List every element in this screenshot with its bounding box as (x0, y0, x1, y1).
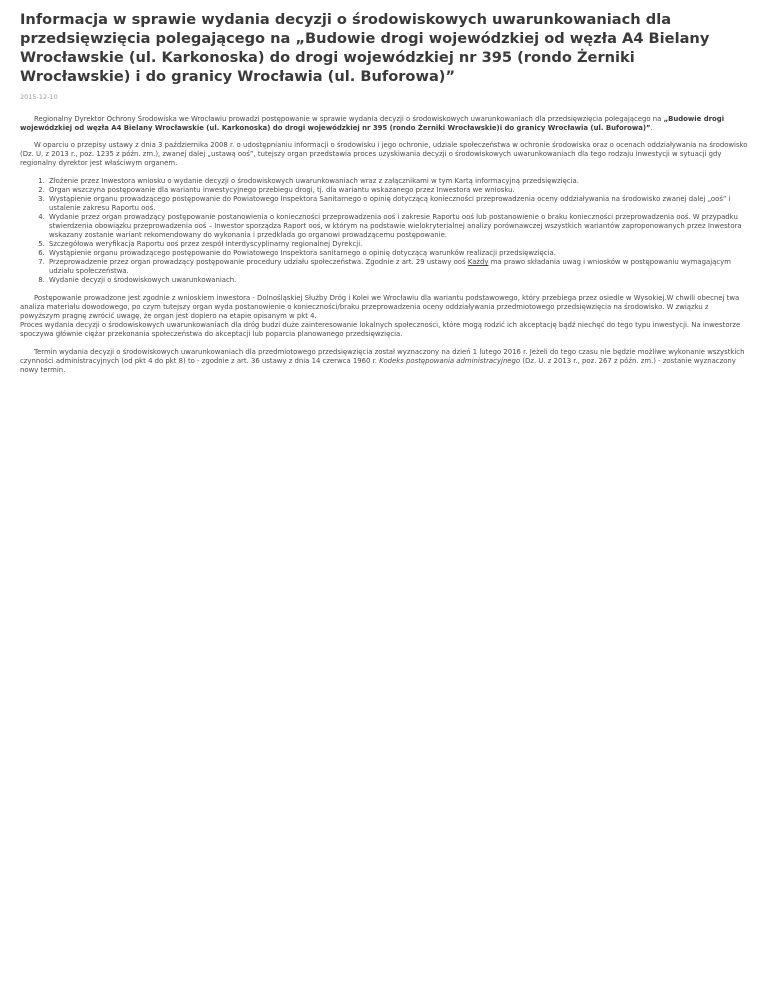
step-text: Przeprowadzenie przez organ prowadzący postępowanie procedury udziału społeczeństwa. Zgodnie z art. 29 ustawy ooś (49, 258, 468, 266)
intro-paragraph (20, 115, 748, 133)
kazdy-link[interactable]: Każdy (467, 258, 489, 266)
list-item: 8. Wydanie decyzji o środowiskowych uwarunkowaniach. (47, 276, 748, 285)
step-text: ma prawo składania uwag i wniosków w postępowaniu wymagającym udziału społeczeństwa. (49, 258, 731, 275)
list-item: 4. Wydanie przez organ prowadzący postępowanie postanowienia o konieczności przeprowadzenia ooś i zakresie Raportu ooś lub postanowienie o braku konieczności przeprowadzenia ooś. W przypadku stwierdzenia obowiązku przeprowadzenia ooś – Inwestor sporządza Raport ooś, w którym na podstawie wielokryterialnej analizy porównawczej wszystkich wariantów zaproponowanych przez Inwestora wskazany zostanie wariant rekomendowany do wykonania i przedkłada go organowi prowadzącemu postępowanie. (47, 213, 748, 240)
deadline-paragraph (20, 348, 748, 375)
procedure-paragraph: Postępowanie prowadzone jest zgodnie z wnioskiem inwestora - Dolnośląskiej Służby Dróg i Kolei we Wrocławiu dla wariantu podstawowego, który przebiega przez osiedle w Wysokiej.W chwili obecnej twa analiza materiału dowodowego, po czym tutejszy organ wyda postanowienie o konieczności/braku przeprowadzenia oceny oddziaływania przedmiotowego przedsięwzięcia na środowisko. W związku z powyższym pragnę zwrócić uwagę, że organ jest dopiero na etapie opisanym w pkt 4. (20, 294, 740, 320)
page-title: Informacja w sprawie wydania decyzji o środowiskowych uwarunkowaniach dla przedsięwzięcia polegającego na „Budowie drogi wojewódzkiej od węzła A4 Bielany Wrocławskie (ul. Karkonoska) do drogi wojewódzkiej nr 395 (rondo Żerniki Wrocławskie) i do granicy Wrocławia (ul. Buforowa)” (20, 11, 710, 85)
deadline-text: Termin wydania decyzji o środowiskowych uwarunkowaniach dla przedmiotowego przedsięwzięcia został wyznaczony na dzień 1 lutego 2016 r. Jeżeli do tego czasu nie będzie możliwe wykonanie wszystkich czynności administracyjnych (od pkt 4 do pkt 8) to - zgodnie z art. 36 ustawy z dnia 14 czerwca 1960 r. (20, 348, 745, 365)
project-name: „Budowie drogi wojewódzkiej od węzła A4 Bielany Wrocławskie (ul. Karkonoska) do drogi wojewódzkiej nr 395 (rondo Żerniki Wrocławskie)i do granicy Wrocławia (ul. Buforowa)” (20, 115, 725, 132)
list-item: 3. Wystąpienie organu prowadzącego postępowanie do Powiatowego Inspektora Sanitarnego o opinię dotyczącą konieczności przeprowadzenia oceny oddziaływania na środowisko zwanej dalej „ooś” i ustalenie zakresu Raportu ooś. (47, 195, 748, 213)
list-item: 6. Wystąpienie organu prowadzącego postępowanie do Powiatowego Inspektora sanitarnego o opinię dotyczącą warunków realizacji przedsięwzięcia. (47, 249, 748, 258)
list-item: 2. Organ wszczyna postępowanie dla wariantu inwestycyjnego przebiegu drogi, tj. dla wariantu wskazanego przez Inwestora we wniosku. (47, 186, 748, 195)
procedure-paragraph-continued: Proces wydania decyzji o środowiskowych uwarunkowaniach dla dróg budzi duże zainteresowanie lokalnych społeczności, które mogą rodzić ich akceptację bądź niechęć do tego typu inwestycji. Na inwestorze spoczywa głównie ciężar przekonania społeczeństwa do akceptacji lub poparcia planowanego przedsięwzięcia. (20, 321, 741, 338)
list-item: 1. Złożenie przez Inwestora wniosku o wydanie decyzji o środowiskowych uwarunkowaniach wraz z załącznikami w tym Kartą informacyjną przedsięwzięcia. (47, 177, 748, 186)
intro-text: Regionalny Dyrektor Ochrony Środowiska we Wrocławiu prowadzi postępowanie w sprawie wydania decyzji o środowiskowych uwarunkowaniach dla przedsięwzięcia polegającego na (34, 115, 664, 123)
publication-date: 2015-12-10 (20, 93, 58, 101)
list-item: 5. Szczegółowa weryfikacja Raportu ooś przez zespół interdyscyplinarny regionalnej Dyrekcji. (47, 240, 748, 249)
list-item (47, 258, 748, 276)
intro-end: . (650, 124, 653, 132)
code-name: Kodeks postępowania administracyjnego (379, 357, 521, 365)
document-page (0, 0, 768, 375)
procedure-steps-list (20, 177, 748, 285)
deadline-end: (Dz. U. z 2013 r., poz. 267 z późn. zm.) - zostanie wyznaczony nowy termin. (20, 357, 736, 374)
legal-basis-paragraph: W oparciu o przepisy ustawy z dnia 3 października 2008 r. o udostępnianiu informacji o środowisku i jego ochronie, udziale społeczeństwa w ochronie środowiska oraz o ocenach oddziaływania na środowisko (Dz. U. z 2013 r., poz. 1235 z późn. zm.), zwanej dalej „ustawą ooś”, tutejszy organ przedstawia proces uzyskiwania decyzji o środowiskowych uwarunkowaniach dla tego rodzaju inwestycji w sytuacji gdy regionalny dyrektor jest właściwym organem. (20, 141, 748, 167)
